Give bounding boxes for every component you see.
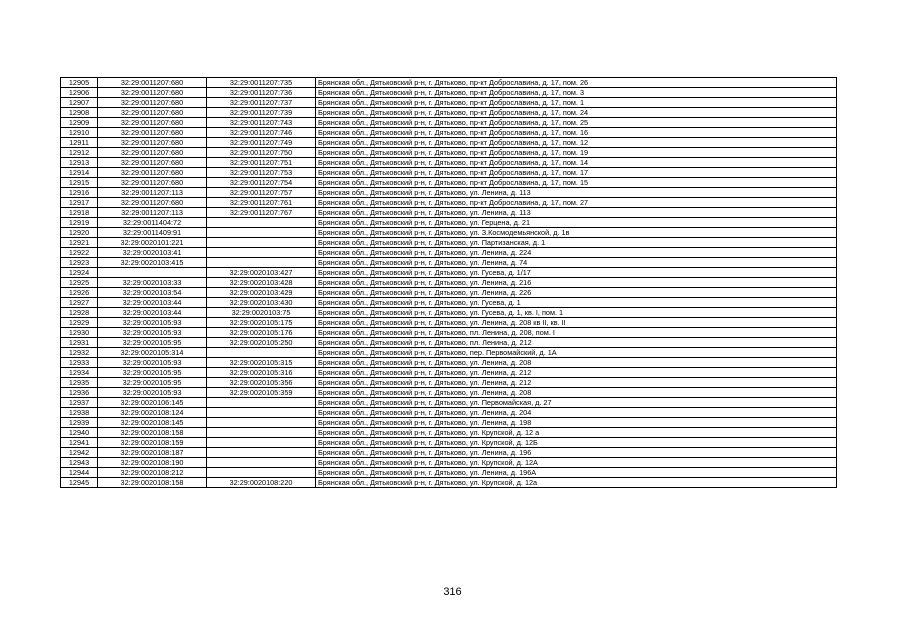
parcel-number-cell: 32:29:0020103:54 xyxy=(98,288,207,298)
table-row xyxy=(61,418,837,428)
table-row xyxy=(61,328,837,338)
object-number-cell: 32:29:0011207:743 xyxy=(207,118,316,128)
table-row xyxy=(61,448,837,458)
address-cell: Брянская обл., Дятьковский р-н, г. Дятьково, пр-кт Доброславина, д. 17, пом. 17 xyxy=(316,168,837,178)
table-row xyxy=(61,478,837,488)
object-number-cell: 32:29:0020105:359 xyxy=(207,388,316,398)
parcel-number-cell: 32:29:0020106:145 xyxy=(98,398,207,408)
object-number-cell: 32:29:0020105:175 xyxy=(207,318,316,328)
parcel-number-cell: 32:29:0011207:680 xyxy=(98,178,207,188)
object-number-cell: 32:29:0020103:430 xyxy=(207,298,316,308)
address-cell: Брянская обл., Дятьковский р-н, г. Дятьково, ул. Ленина, д. 216 xyxy=(316,278,837,288)
address-cell: Брянская обл., Дятьковский р-н, г. Дятьково, пр-кт Доброславина, д. 17, пом. 16 xyxy=(316,128,837,138)
table-row xyxy=(61,458,837,468)
address-cell: Брянская обл., Дятьковский р-н, г. Дятьково, ул. Ленина, д. 196А xyxy=(316,468,837,478)
address-cell: Брянская обл., Дятьковский р-н, г. Дятьково, ул. Герцена, д. 21 xyxy=(316,218,837,228)
address-cell: Брянская обл., Дятьковский р-н, г. Дятьково, ул. Ленина, д. 204 xyxy=(316,408,837,418)
parcel-number-cell: 32:29:0020103:415 xyxy=(98,258,207,268)
address-cell: Брянская обл., Дятьковский р-н, г. Дятьково, пр-кт Доброславина, д. 17, пом. 25 xyxy=(316,118,837,128)
address-cell: Брянская обл., Дятьковский р-н, г. Дятьково, ул. Гусева, д. 1, кв. I, пом. 1 xyxy=(316,308,837,318)
table-row xyxy=(61,298,837,308)
address-cell: Брянская обл., Дятьковский р-н, г. Дятьково, ул. Ленина, д. 196 xyxy=(316,448,837,458)
row-number-cell: 12918 xyxy=(61,208,98,218)
address-cell: Брянская обл., Дятьковский р-н, г. Дятьково, пр-кт Доброславина, д. 17, пом. 12 xyxy=(316,138,837,148)
table-row xyxy=(61,318,837,328)
table-row xyxy=(61,398,837,408)
parcel-number-cell: 32:29:0011207:680 xyxy=(98,118,207,128)
object-number-cell: 32:29:0020103:427 xyxy=(207,268,316,278)
row-number-cell: 12934 xyxy=(61,368,98,378)
table-row xyxy=(61,278,837,288)
parcel-number-cell: 32:29:0011207:113 xyxy=(98,188,207,198)
parcel-number-cell: 32:29:0020105:93 xyxy=(98,318,207,328)
parcel-number-cell: 32:29:0020108:158 xyxy=(98,478,207,488)
address-cell: Брянская обл., Дятьковский р-н, г. Дятьково, пр-кт Доброславина, д. 17, пом. 1 xyxy=(316,98,837,108)
parcel-number-cell: 32:29:0020108:124 xyxy=(98,408,207,418)
object-number-cell: 32:29:0011207:735 xyxy=(207,78,316,88)
address-cell: Брянская обл., Дятьковский р-н, г. Дятьково, ул. Ленина, д. 113 xyxy=(316,208,837,218)
row-number-cell: 12922 xyxy=(61,248,98,258)
object-number-cell xyxy=(207,348,316,358)
table-row xyxy=(61,168,837,178)
table-row xyxy=(61,408,837,418)
object-number-cell: 32:29:0020108:220 xyxy=(207,478,316,488)
parcel-number-cell: 32:29:0020105:95 xyxy=(98,378,207,388)
parcel-number-cell: 32:29:0011207:680 xyxy=(98,138,207,148)
row-number-cell: 12920 xyxy=(61,228,98,238)
table-row xyxy=(61,268,837,278)
registry-table-body xyxy=(61,78,837,488)
row-number-cell: 12941 xyxy=(61,438,98,448)
table-row xyxy=(61,348,837,358)
table-row xyxy=(61,308,837,318)
address-cell: Брянская обл., Дятьковский р-н, г. Дятьково, ул. Ленина, д. 208 xyxy=(316,388,837,398)
row-number-cell: 12910 xyxy=(61,128,98,138)
address-cell: Брянская обл., Дятьковский р-н, г. Дятьково, ул. Первомайская, д. 27 xyxy=(316,398,837,408)
parcel-number-cell: 32:29:0020103:44 xyxy=(98,298,207,308)
parcel-number-cell: 32:29:0020103:41 xyxy=(98,248,207,258)
table-row xyxy=(61,238,837,248)
object-number-cell xyxy=(207,258,316,268)
address-cell: Брянская обл., Дятьковский р-н, г. Дятьково, ул. Крупской, д. 12Б xyxy=(316,438,837,448)
table-row xyxy=(61,258,837,268)
address-cell: Брянская обл., Дятьковский р-н, г. Дятьково, пр-кт Доброславина, д. 17, пом. 26 xyxy=(316,78,837,88)
parcel-number-cell: 32:29:0011207:680 xyxy=(98,88,207,98)
row-number-cell: 12906 xyxy=(61,88,98,98)
row-number-cell: 12925 xyxy=(61,278,98,288)
row-number-cell: 12943 xyxy=(61,458,98,468)
row-number-cell: 12917 xyxy=(61,198,98,208)
address-cell: Брянская обл., Дятьковский р-н, г. Дятьково, ул. Партизанская, д. 1 xyxy=(316,238,837,248)
parcel-number-cell: 32:29:0020103:44 xyxy=(98,308,207,318)
parcel-number-cell: 32:29:0020105:314 xyxy=(98,348,207,358)
parcel-number-cell xyxy=(98,268,207,278)
row-number-cell: 12930 xyxy=(61,328,98,338)
object-number-cell xyxy=(207,218,316,228)
row-number-cell: 12931 xyxy=(61,338,98,348)
object-number-cell: 32:29:0011207:749 xyxy=(207,138,316,148)
address-cell: Брянская обл., Дятьковский р-н, г. Дятьково, пр-кт Доброславина, д. 17, пом. 15 xyxy=(316,178,837,188)
table-row xyxy=(61,118,837,128)
address-cell: Брянская обл., Дятьковский р-н, г. Дятьково, пл. Ленина, д. 212 xyxy=(316,338,837,348)
address-cell: Брянская обл., Дятьковский р-н, г. Дятьково, ул. Ленина, д. 212 xyxy=(316,378,837,388)
row-number-cell: 12905 xyxy=(61,78,98,88)
parcel-number-cell: 32:29:0011207:680 xyxy=(98,98,207,108)
row-number-cell: 12914 xyxy=(61,168,98,178)
row-number-cell: 12912 xyxy=(61,148,98,158)
address-cell: Брянская обл., Дятьковский р-н, г. Дятьково, ул. Крупской, д. 12а xyxy=(316,478,837,488)
parcel-number-cell: 32:29:0011207:680 xyxy=(98,78,207,88)
row-number-cell: 12932 xyxy=(61,348,98,358)
parcel-number-cell: 32:29:0011207:680 xyxy=(98,198,207,208)
address-cell: Брянская обл., Дятьковский р-н, г. Дятьково, ул. Ленина, д. 224 xyxy=(316,248,837,258)
address-cell: Брянская обл., Дятьковский р-н, г. Дятьково, ул. Крупской, д. 12А xyxy=(316,458,837,468)
table-row xyxy=(61,428,837,438)
table-row xyxy=(61,108,837,118)
parcel-number-cell: 32:29:0020105:93 xyxy=(98,358,207,368)
object-number-cell: 32:29:0011207:753 xyxy=(207,168,316,178)
row-number-cell: 12935 xyxy=(61,378,98,388)
address-cell: Брянская обл., Дятьковский р-н, г. Дятьково, пер. Первомайский, д. 1А xyxy=(316,348,837,358)
address-cell: Брянская обл., Дятьковский р-н, г. Дятьково, ул. Ленина, д. 74 xyxy=(316,258,837,268)
page-number: 316 xyxy=(443,586,462,598)
address-cell: Брянская обл., Дятьковский р-н, г. Дятьково, ул. Ленина, д. 226 xyxy=(316,288,837,298)
object-number-cell: 32:29:0011207:750 xyxy=(207,148,316,158)
object-number-cell: 32:29:0020105:250 xyxy=(207,338,316,348)
object-number-cell: 32:29:0011207:737 xyxy=(207,98,316,108)
object-number-cell: 32:29:0020103:75 xyxy=(207,308,316,318)
object-number-cell xyxy=(207,468,316,478)
table-row xyxy=(61,128,837,138)
object-number-cell xyxy=(207,448,316,458)
table-row xyxy=(61,288,837,298)
table-row xyxy=(61,368,837,378)
parcel-number-cell: 32:29:0011207:113 xyxy=(98,208,207,218)
address-cell: Брянская обл., Дятьковский р-н, г. Дятьково, ул. Ленина, д. 208 xyxy=(316,358,837,368)
object-number-cell: 32:29:0011207:751 xyxy=(207,158,316,168)
parcel-number-cell: 32:29:0011409:91 xyxy=(98,228,207,238)
table-row xyxy=(61,438,837,448)
table-row xyxy=(61,198,837,208)
row-number-cell: 12933 xyxy=(61,358,98,368)
table-row xyxy=(61,158,837,168)
row-number-cell: 12909 xyxy=(61,118,98,128)
address-cell: Брянская обл., Дятьковский р-н, г. Дятьково, ул. Ленина, д. 113 xyxy=(316,188,837,198)
parcel-number-cell: 32:29:0020108:159 xyxy=(98,438,207,448)
object-number-cell: 32:29:0020105:176 xyxy=(207,328,316,338)
table-row xyxy=(61,338,837,348)
table-row xyxy=(61,208,837,218)
table-row xyxy=(61,78,837,88)
row-number-cell: 12911 xyxy=(61,138,98,148)
object-number-cell: 32:29:0011207:746 xyxy=(207,128,316,138)
address-cell: Брянская обл., Дятьковский р-н, г. Дятьково, ул. Ленина, д. 198 xyxy=(316,418,837,428)
object-number-cell xyxy=(207,408,316,418)
table-row xyxy=(61,98,837,108)
parcel-number-cell: 32:29:0020105:93 xyxy=(98,328,207,338)
row-number-cell: 12907 xyxy=(61,98,98,108)
row-number-cell: 12944 xyxy=(61,468,98,478)
object-number-cell: 32:29:0011207:736 xyxy=(207,88,316,98)
table-row xyxy=(61,248,837,258)
object-number-cell xyxy=(207,238,316,248)
table-row xyxy=(61,388,837,398)
parcel-number-cell: 32:29:0020101:221 xyxy=(98,238,207,248)
parcel-number-cell: 32:29:0020108:158 xyxy=(98,428,207,438)
table-row xyxy=(61,88,837,98)
object-number-cell xyxy=(207,248,316,258)
table-row xyxy=(61,138,837,148)
table-row xyxy=(61,378,837,388)
address-cell: Брянская обл., Дятьковский р-н, г. Дятьково, ул. Крупской, д. 12 а xyxy=(316,428,837,438)
parcel-number-cell: 32:29:0011404:72 xyxy=(98,218,207,228)
address-cell: Брянская обл., Дятьковский р-н, г. Дятьково, ул. Гусева, д. 1 xyxy=(316,298,837,308)
object-number-cell xyxy=(207,438,316,448)
address-cell: Брянская обл., Дятьковский р-н, г. Дятьково, пр-кт Доброславина, д. 17, пом. 19 xyxy=(316,148,837,158)
row-number-cell: 12919 xyxy=(61,218,98,228)
address-cell: Брянская обл., Дятьковский р-н, г. Дятьково, ул. Ленина, д. 212 xyxy=(316,368,837,378)
row-number-cell: 12926 xyxy=(61,288,98,298)
object-number-cell: 32:29:0011207:739 xyxy=(207,108,316,118)
row-number-cell: 12937 xyxy=(61,398,98,408)
parcel-number-cell: 32:29:0011207:680 xyxy=(98,128,207,138)
object-number-cell: 32:29:0011207:767 xyxy=(207,208,316,218)
object-number-cell xyxy=(207,228,316,238)
table-row xyxy=(61,468,837,478)
row-number-cell: 12923 xyxy=(61,258,98,268)
parcel-number-cell: 32:29:0011207:680 xyxy=(98,158,207,168)
row-number-cell: 12945 xyxy=(61,478,98,488)
table-row xyxy=(61,358,837,368)
parcel-number-cell: 32:29:0020108:190 xyxy=(98,458,207,468)
address-cell: Брянская обл., Дятьковский р-н, г. Дятьково, ул. З.Космодемьянской, д. 1в xyxy=(316,228,837,238)
row-number-cell: 12916 xyxy=(61,188,98,198)
parcel-number-cell: 32:29:0020105:93 xyxy=(98,388,207,398)
object-number-cell: 32:29:0011207:754 xyxy=(207,178,316,188)
address-cell: Брянская обл., Дятьковский р-н, г. Дятьково, ул. Ленина, д. 208 кв II, кв. II xyxy=(316,318,837,328)
table-row xyxy=(61,178,837,188)
address-cell: Брянская обл., Дятьковский р-н, г. Дятьково, пр-кт Доброславина, д. 17, пом. 24 xyxy=(316,108,837,118)
registry-table xyxy=(60,77,837,488)
object-number-cell: 32:29:0011207:757 xyxy=(207,188,316,198)
table-row xyxy=(61,188,837,198)
row-number-cell: 12942 xyxy=(61,448,98,458)
table-row xyxy=(61,228,837,238)
parcel-number-cell: 32:29:0011207:680 xyxy=(98,108,207,118)
row-number-cell: 12927 xyxy=(61,298,98,308)
row-number-cell: 12940 xyxy=(61,428,98,438)
object-number-cell xyxy=(207,458,316,468)
object-number-cell xyxy=(207,418,316,428)
table-row xyxy=(61,218,837,228)
object-number-cell: 32:29:0020105:315 xyxy=(207,358,316,368)
object-number-cell: 32:29:0020103:429 xyxy=(207,288,316,298)
object-number-cell: 32:29:0020105:316 xyxy=(207,368,316,378)
table-row xyxy=(61,148,837,158)
parcel-number-cell: 32:29:0011207:680 xyxy=(98,148,207,158)
row-number-cell: 12938 xyxy=(61,408,98,418)
parcel-number-cell: 32:29:0020103:33 xyxy=(98,278,207,288)
address-cell: Брянская обл., Дятьковский р-н, г. Дятьково, ул. Гусева, д. 1/17 xyxy=(316,268,837,278)
row-number-cell: 12929 xyxy=(61,318,98,328)
row-number-cell: 12913 xyxy=(61,158,98,168)
parcel-number-cell: 32:29:0020105:95 xyxy=(98,338,207,348)
parcel-number-cell: 32:29:0020108:145 xyxy=(98,418,207,428)
address-cell: Брянская обл., Дятьковский р-н, г. Дятьково, пл. Ленина, д. 208, пом. I xyxy=(316,328,837,338)
address-cell: Брянская обл., Дятьковский р-н, г. Дятьково, пр-кт Доброславина, д. 17, пом. 3 xyxy=(316,88,837,98)
row-number-cell: 12936 xyxy=(61,388,98,398)
address-cell: Брянская обл., Дятьковский р-н, г. Дятьково, пр-кт Доброславина, д. 17, пом. 27 xyxy=(316,198,837,208)
parcel-number-cell: 32:29:0020108:187 xyxy=(98,448,207,458)
row-number-cell: 12915 xyxy=(61,178,98,188)
parcel-number-cell: 32:29:0011207:680 xyxy=(98,168,207,178)
address-cell: Брянская обл., Дятьковский р-н, г. Дятьково, пр-кт Доброславина, д. 17, пом. 14 xyxy=(316,158,837,168)
row-number-cell: 12924 xyxy=(61,268,98,278)
parcel-number-cell: 32:29:0020108:212 xyxy=(98,468,207,478)
parcel-number-cell: 32:29:0020105:95 xyxy=(98,368,207,378)
row-number-cell: 12921 xyxy=(61,238,98,248)
row-number-cell: 12908 xyxy=(61,108,98,118)
object-number-cell xyxy=(207,428,316,438)
object-number-cell: 32:29:0020103:428 xyxy=(207,278,316,288)
object-number-cell: 32:29:0020105:356 xyxy=(207,378,316,388)
object-number-cell xyxy=(207,398,316,408)
row-number-cell: 12939 xyxy=(61,418,98,428)
object-number-cell: 32:29:0011207:761 xyxy=(207,198,316,208)
row-number-cell: 12928 xyxy=(61,308,98,318)
